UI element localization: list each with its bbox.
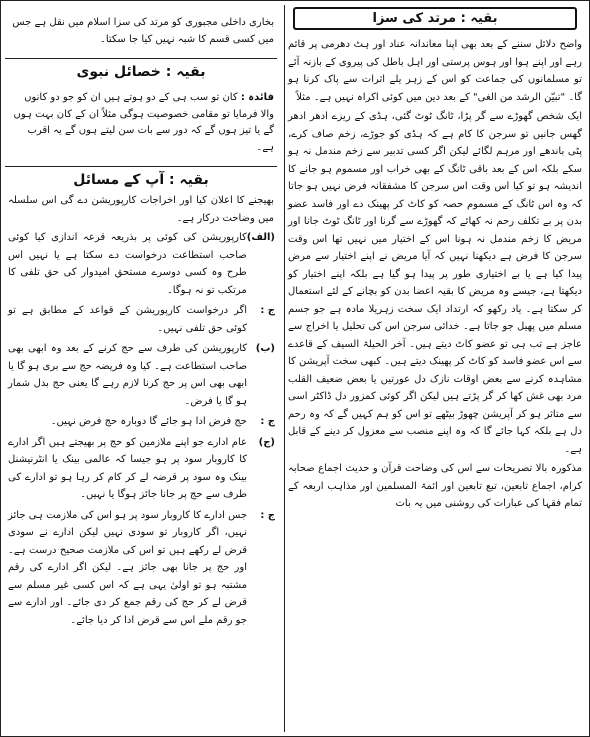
qa-marker: (ب)	[255, 343, 275, 354]
qa-text: عام ادارے جو اپنے ملازمین کو حج پر بھیجتے ہیں اگر ادارے کا کاروبار سود پر ہو جیسا کہ عالمی بینک یا انٹرنیشنل بینک وہ سود پر قرضہ لے کر کام کر رہا ہو تو ادارے کی طرف سے حج پر جانا جائز ہوگا یا نہیں۔	[8, 436, 247, 500]
murtad-section-heading: بقیہ : مرتد کی سزا	[293, 7, 577, 30]
qa-item	[5, 413, 277, 431]
qa-text: حج فرض ادا ہو جائے گا دوبارہ حج فرض نہیں۔	[50, 416, 247, 427]
top-continuation-note: بخاری داخلی مجبوری کو مرتد کی سزا اسلام میں نقل ہے جس میں کسی قسم کا شبہ نہیں کیا جا سکتا۔	[12, 17, 274, 45]
murtad-paragraph-1: واضح دلائل سننے کے بعد بھی اپنا معاندانہ عناد اور ہٹ دھرمی پر قائم رہے اور اپنے ہوا اور ہوس پرستی اور اہل باطل کی پیروی کے بازنہ آئے تو مسلمانوں کی جماعت کو اس کے زہر یلے اثرات سے پاک کرنا ہو گا۔ "تبیّن الرشد من الغی" کے بعد دین میں کوئی اکراہ نہیں ہے۔ مثلاً	[288, 39, 582, 103]
faida-label: فائدہ :	[240, 92, 274, 103]
qa-marker: (الف)	[246, 232, 275, 243]
faida-text: کان تو سب ہی کے دو ہوتے ہیں ان کو جو دو کانوں والا فرمایا تو مقامی خصوصیت ہوگی مثلاً ان کے کان بہت ہوں گے یا تیز ہوں گے کہ دور سے بات سن لیتے ہوں گے یہ اقرب ہے۔	[13, 92, 274, 153]
section-rule	[5, 58, 277, 59]
qa-text: اگر درخواست کارپوریشن کے قواعد کے مطابق ہے تو کوئی حق تلفی نہیں۔	[8, 305, 247, 334]
qa-item	[5, 229, 277, 299]
column-divider	[284, 5, 285, 732]
left-column	[5, 5, 277, 732]
right-column	[285, 5, 585, 732]
qa-marker: ج :	[260, 305, 275, 316]
masail-section-heading: بقیہ : آپ کے مسائل	[73, 172, 209, 188]
qa-marker: ج :	[260, 509, 275, 521]
qa-item	[5, 434, 277, 504]
qa-item	[5, 302, 277, 337]
qa-marker: ج :	[260, 416, 275, 427]
murtad-paragraph-3: مذکورہ بالا تصریحات سے اس کی وضاحت قرآن و حدیث اجماع صحابہ کرام، اجماع تابعین، تبع تابعین اور ائمۃ المسلمین اور مذاہب اربعہ کے تمام فقہا کی عبارات کی روشنی میں یہ بات	[288, 463, 582, 509]
khasail-section-heading: بقیہ : خصائل نبوی	[76, 64, 206, 80]
qa-text: کارپوریشن کی طرف سے حج کرنے کے بعد وہ ابھی بھی صاحب استطاعت ہے۔ کیا وہ فریضہ حج سے بری ہو گا یا ابھی بھی اس پر حج کرنا لازم رہے گا یعنی حج بدل شمار ہو گا یا فرض۔	[8, 343, 247, 407]
khasail-note	[5, 90, 277, 156]
qa-text: کارپوریشن کی کوئی پر بذریعہ قرعہ اندازی کیا کوئی صاحب استطاعت درخواست دے سکتا ہے یا نہیں اس طرح وہ کسی دوسرے مستحق امیدوار کی حق تلفی کا مرتکب تو نہ ہوگا۔	[8, 232, 247, 296]
masail-intro: بھیجنے کا اعلان کیا اور اخراجات کارپوریشن دے گی اس سلسلہ میں وضاحت درکار ہے۔	[8, 195, 274, 224]
section-rule	[5, 166, 277, 167]
qa-item	[5, 507, 277, 630]
qa-marker: (ج)	[258, 436, 275, 448]
murtad-paragraph-2: ایک شخص گھوڑے سے گر پڑا، ٹانگ ٹوٹ گئی، ہڈی کے ریزے ادھر ادھر گھس جانیں تو سرجن کا کام ہے کہ ہڈی کو جوڑے، زخم صاف کرے، پٹی باندھے اور مرہم لگائے لیکن اگر کسی تدبیر سے زخم مندمل نہ ہو سکے بلکہ اس کے بعد باقی ٹانگ کے بھی خراب اور مسموم ہو جانے کا اندیشہ ہو تو کیا اس وقت اس سرجن کا مشفقانہ فرض نہیں ہو جاتا کہ وہ اس ٹانگ کے مسموم حصہ کو کاٹ کر پھینک دے اور فاسد عضو بدن پر بے تکلف رحم نہ کھائے کہ گھوڑے سے گرنا اور ٹانگ ٹوٹ جانا اور مریض کا زخم مندمل نہ ہونا اس کے اختیار میں نہیں تھا اس وقت سرجن کا فرض ہے دیکھنا نہیں کہ آیا مریض نے اپنے اختیار سے مرض پیدا کیا ہے یا بے اختیاری طور پر پیدا ہو گیا ہے بلکہ اپنے اختیار کو دیکھتا ہے، جیسے وہ مریض کا بقیہ اعضا بدن کو بچانے کے لئے استعمال کر سکتا ہے۔ یاد رکھو کہ ارتداد ایک سخت زہریلا مادہ ہے جو جسم مسلم میں پھیل جو جاتا ہے۔ خدائی سرجن اس کی تحلیل یا اخراج سے عاجز ہے تب ہی تو عضو کاٹ دیتے ہیں۔ آخر الحیلۃ السیف کے قاعدے سے اس عضو فاسد کو کاٹ کر پھینک دیتے ہیں۔ کبھی سخت آپریشن کا مشاہدہ کرنے سے بعض اوقات نازک دل عورتیں یا بعض ضعیف القلب مرد بھی غش کھا کر گر پڑتے ہیں لیکن اگر کوئی کمزور دل ڈاکٹر اسی سے متاثر ہو کر آپریشن چھوڑ بیٹھے تو اس کو ہم کہیں گے کہ وہ رحم دل ہے بلکہ کہا جائے گا کہ وہ اپنے منصب سے معزول کر دینے کے قابل ہے۔	[288, 111, 582, 455]
qa-item	[5, 340, 277, 410]
qa-text: جس ادارے کا کاروبار سود پر ہو اس کی ملازمت ہی جائز نہیں، اگر کاروبار تو سودی نہیں لیکن ادارے نے سودی قرض لے رکھے ہیں تو اس کی ملازمت صحیح درست ہے۔ اور حج پر جانا بھی جائز ہے۔ لیکن اگر ادارے کی رقم مشتبہ ہو تو اولیٰ یہی ہے کہ اس کسی غیر مسلم سے قرض لے کر حج کی رقم جمع کر دی جائے۔ اور ادارے سے جو رقم ملے اس سے قرض ادا کر دیا جائے۔	[8, 509, 247, 626]
